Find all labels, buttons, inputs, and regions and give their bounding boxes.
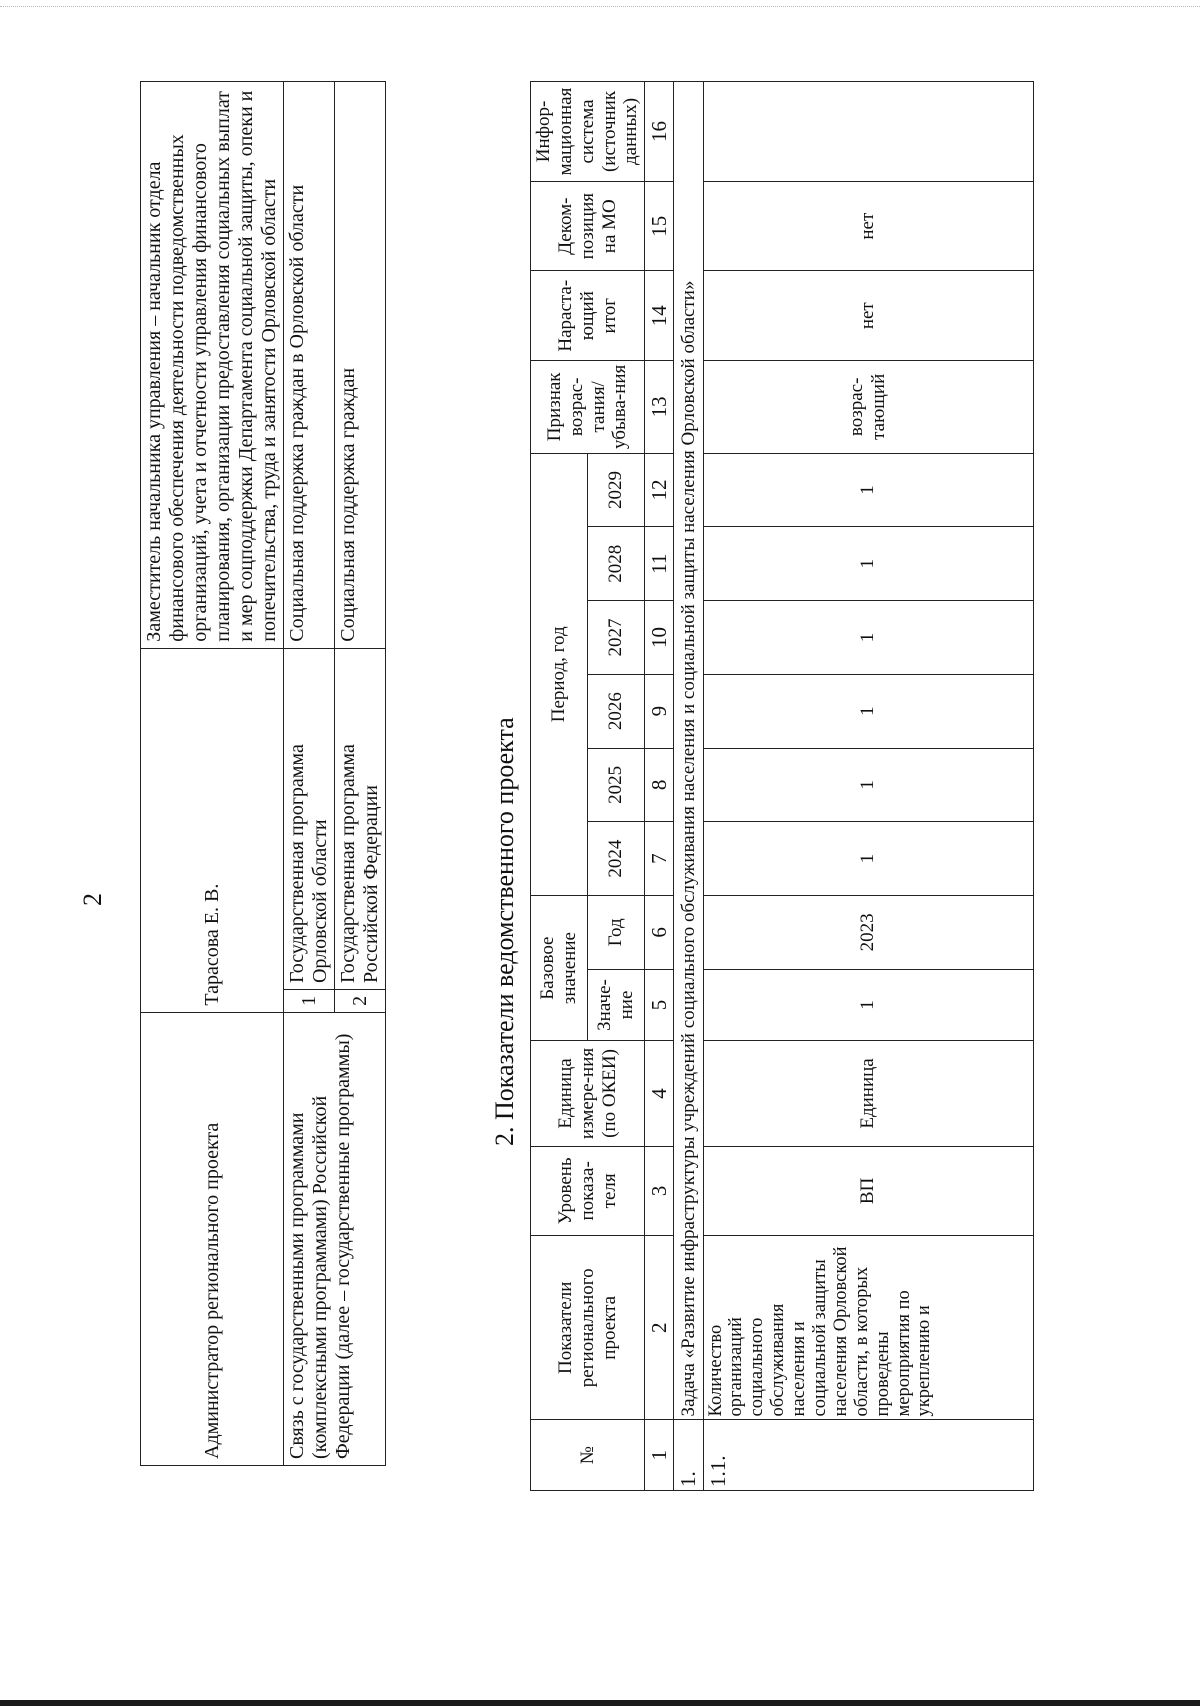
year-header: 2028 — [588, 527, 645, 601]
indicator-base-value: 1 — [703, 969, 1033, 1041]
column-number: 10 — [645, 601, 674, 675]
col-no-header: № — [531, 1420, 645, 1491]
admin-name: Тарасова Е. В. — [141, 648, 284, 1012]
admin-position: Заместитель начальника управления – начальник отдела финансового обеспечения деятельности подведомственных организаций, учета и отчетности управления финансового планирования, организации предоставления социальных выплат и мер соцподдержки Департамента социальной защиты, опеки и попечительства, труда и занятости Орловской области — [141, 82, 284, 649]
column-number: 14 — [645, 271, 674, 361]
year-header: 2024 — [588, 822, 645, 896]
column-number: 5 — [645, 969, 674, 1041]
program-num: 2 — [335, 990, 386, 1013]
col-indicator-header: Показатели регионального проекта — [531, 1236, 645, 1420]
page-number: 2 — [78, 893, 107, 906]
indicator-number: 1.1. — [703, 1420, 1033, 1491]
column-numbers-row — [645, 82, 674, 1491]
column-number: 12 — [645, 453, 674, 527]
column-number: 8 — [645, 748, 674, 822]
col-trend-header: Признак возрас-тания/ убыва-ния — [531, 360, 645, 453]
indicator-level: ВП — [703, 1146, 1033, 1236]
year-header: 2026 — [588, 674, 645, 748]
column-number: 7 — [645, 822, 674, 896]
indicator-trend: возрас-тающий — [703, 360, 1033, 453]
program-component: Социальная поддержка граждан — [335, 82, 386, 649]
col-unit-header: Единица измере-ния (по ОКЕИ) — [531, 1041, 645, 1146]
column-number: 9 — [645, 674, 674, 748]
indicator-year-value: 1 — [703, 453, 1033, 527]
program-row-1 — [284, 82, 335, 1466]
col-base-value-header: Значе-ние — [588, 969, 645, 1041]
column-number: 4 — [645, 1041, 674, 1146]
column-number: 13 — [645, 360, 674, 453]
indicator-year-value: 1 — [703, 527, 1033, 601]
col-period-header: Период, год — [531, 453, 588, 895]
col-base-header: Базовое значение — [531, 895, 588, 1040]
col-base-year-header: Год — [588, 895, 645, 969]
section-title: 2. Показатели ведомственного проекта — [490, 717, 519, 1146]
column-number: 15 — [645, 181, 674, 271]
col-decomposition-header: Деком-позиция на МО — [531, 181, 645, 271]
indicator-row — [703, 82, 1033, 1491]
column-number: 2 — [645, 1236, 674, 1420]
task-text: Задача «Развитие инфраструктуры учреждений социального обслуживания населения и социальной защиты населения Орловской области» — [674, 82, 703, 1420]
program-component: Социальная поддержка граждан в Орловской области — [284, 82, 335, 649]
task-number: 1. — [674, 1420, 703, 1491]
column-number: 6 — [645, 895, 674, 969]
indicator-unit: Единица — [703, 1041, 1033, 1146]
indicator-year-value: 1 — [703, 822, 1033, 896]
column-number: 11 — [645, 527, 674, 601]
indicator-info-system — [703, 82, 1033, 182]
indicator-decomposition: нет — [703, 181, 1033, 271]
col-level-header: Уровень показа-теля — [531, 1146, 645, 1236]
program-name: Государственная программа Орловской области — [284, 648, 335, 989]
admin-row — [141, 82, 284, 1466]
indicator-base-year: 2023 — [703, 895, 1033, 969]
column-number: 1 — [645, 1420, 674, 1491]
indicator-name: Количество организаций социального обслуживания населения и социальной защиты населения Орловской области, в которых проведены мероприятия по укреплению и — [703, 1236, 1033, 1420]
indicator-year-value: 1 — [703, 601, 1033, 675]
column-number: 3 — [645, 1146, 674, 1236]
col-info-system-header: Инфор-мационная система (источник данных) — [531, 82, 645, 182]
column-number: 16 — [645, 82, 674, 182]
year-header: 2025 — [588, 748, 645, 822]
indicator-year-value: 1 — [703, 674, 1033, 748]
program-name: Государственная программа Российской Федерации — [335, 648, 386, 989]
header-row-1 — [531, 82, 588, 1491]
year-header: 2029 — [588, 453, 645, 527]
indicator-cumulative: нет — [703, 271, 1033, 361]
col-cumulative-header: Нараста-ющий итог — [531, 271, 645, 361]
indicators-table — [530, 81, 1034, 1491]
task-row — [674, 82, 703, 1491]
program-num: 1 — [284, 990, 335, 1013]
year-header: 2027 — [588, 601, 645, 675]
link-label: Связь с государственными программами (комплексными программами) Российской Федерации (далее – государственные программы) — [284, 1012, 386, 1465]
project-info-table — [140, 81, 386, 1466]
admin-label: Администратор регионального проекта — [141, 1012, 284, 1465]
indicator-year-value: 1 — [703, 748, 1033, 822]
